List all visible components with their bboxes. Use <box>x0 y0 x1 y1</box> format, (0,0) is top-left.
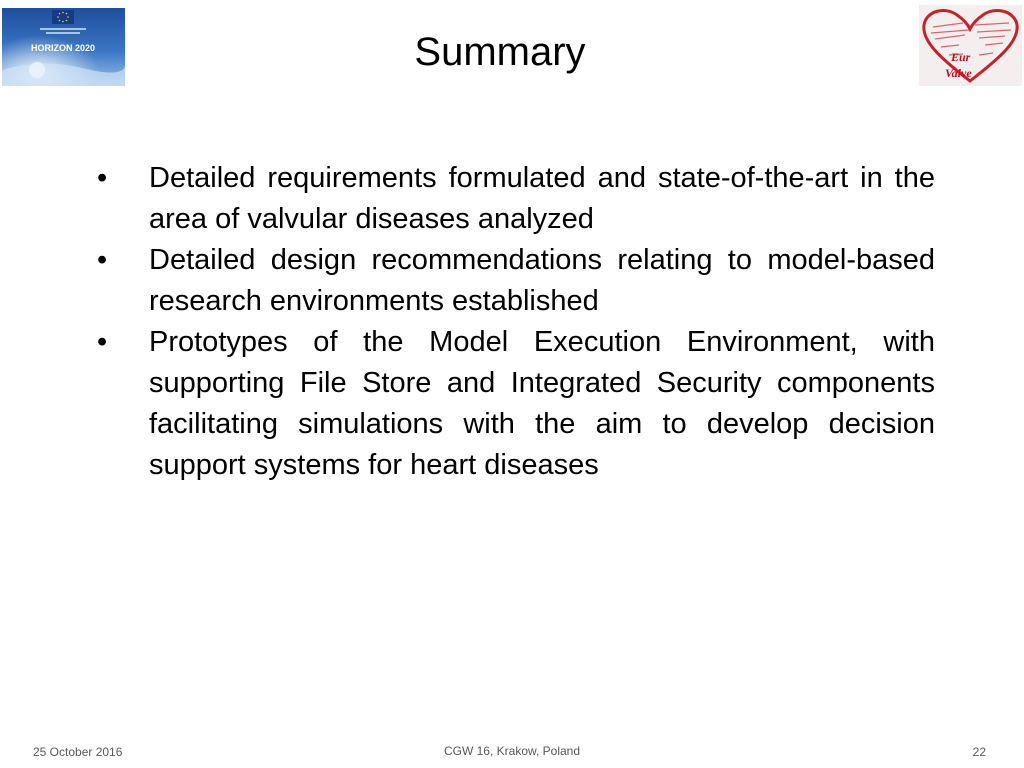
page-title: Summary <box>414 30 586 74</box>
bullet-text: Prototypes of the Model Execution Environment, with supporting File Store and Integrated Security components facilitating simulations with the aim to develop decision support systems for heart diseases <box>149 326 935 481</box>
eurvalve-logo-text-valve: Valve <box>945 66 972 80</box>
horizon-2020-logo-text: HORIZON 2020 <box>30 43 96 53</box>
footer-date: 25 October 2016 <box>33 745 123 759</box>
bullet-text: Detailed design recommendations relating to model-based research environments established <box>149 244 935 317</box>
eurvalve-logo <box>919 5 1022 86</box>
list-item <box>90 322 935 486</box>
slide-number: 22 <box>972 745 986 759</box>
list-item <box>90 158 935 240</box>
footer-event: CGW 16, Krakow, Poland <box>443 744 581 758</box>
list-item <box>90 240 935 322</box>
bullet-marker: • <box>97 326 108 358</box>
bullet-marker: • <box>97 162 108 194</box>
bullet-text: Detailed requirements formulated and state-of-the-art in the area of valvular diseases analyzed <box>149 162 935 235</box>
horizon-2020-logo <box>2 8 125 86</box>
bullet-list <box>90 158 935 486</box>
bullet-marker: • <box>97 244 108 276</box>
eurvalve-logo-text-eur: Eur <box>951 50 971 64</box>
